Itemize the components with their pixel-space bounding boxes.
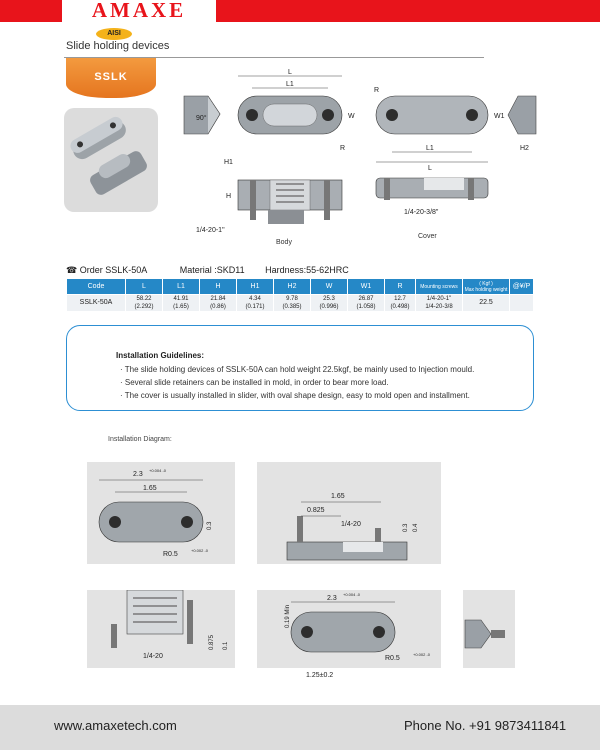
cover-label: Cover (418, 233, 437, 240)
svg-text:1.65: 1.65 (331, 493, 345, 500)
guideline-3: · The cover is usually installed in slider, with oval shape design, easy to mold open and installment. (120, 391, 470, 400)
dim-H-label: H (226, 193, 232, 200)
cell-price (510, 295, 534, 312)
guideline-1: · The slide holding devices of SSLK-50A can hold weight 22.5kgf, be mainly used to Injection mould. (120, 365, 475, 374)
diagram-1 (87, 462, 235, 564)
phone-number: Phone No. +91 9873411841 (404, 718, 567, 733)
th-screws: Mounting screws (416, 279, 463, 295)
svg-text:1/4-20: 1/4-20 (341, 521, 361, 528)
svg-text:0.1: 0.1 (223, 641, 229, 650)
diagram-3-panel (87, 590, 235, 668)
th-H2: H2 (274, 279, 311, 295)
guidelines-title: Installation Guidelines: (116, 351, 205, 360)
th-W: W (311, 279, 348, 295)
cell-screws: 1/4-20-1" 1/4-20-3/8 (416, 295, 463, 312)
svg-text:0.3: 0.3 (403, 523, 409, 532)
guideline-2: · Several slide retainers can be installed in mold, in order to bear more load. (120, 378, 389, 387)
diagram-5-panel (463, 590, 515, 668)
order-line (66, 265, 349, 276)
cell-L1: 41.91 (1.65) (163, 295, 200, 312)
th-weight: ( Kgf ) Max holding weight (463, 279, 510, 295)
svg-text:2.3: 2.3 (327, 595, 337, 602)
diagram-2 (257, 462, 441, 564)
page-subtitle: Slide holding devices (66, 40, 170, 52)
th-H: H (200, 279, 237, 295)
diagram-2-panel (257, 462, 441, 564)
diagram-4-dim: 1.25±0.2 (306, 672, 334, 679)
dim-H1-label: H1 (224, 159, 233, 166)
thread-cover-label: 1/4-20-3/8" (404, 209, 439, 216)
body-label: Body (276, 239, 292, 246)
hardness-text: Hardness:55-62HRC (265, 265, 349, 275)
cell-H: 21.84 (0.86) (200, 295, 237, 312)
th-code: Code (67, 279, 126, 295)
dim-W-label: W (348, 113, 355, 120)
svg-text:R0.5: R0.5 (385, 655, 400, 662)
diagram-4 (257, 590, 441, 668)
phone-icon: ☎ (66, 265, 78, 275)
cell-weight: 22.5 (463, 295, 510, 312)
aisi-badge: AISI (96, 28, 132, 40)
v-block-right (508, 96, 536, 134)
spec-table (66, 278, 534, 312)
svg-text:2.3: 2.3 (133, 471, 143, 478)
cell-code: SSLK-50A (67, 295, 126, 312)
cell-R: 12.7 (0.498) (385, 295, 416, 312)
diagram-1-panel (87, 462, 235, 564)
dim-L-cover-label: L (428, 165, 432, 172)
diagram-4-panel (257, 590, 441, 668)
slide-holder-image (64, 108, 158, 212)
table-header-row (67, 279, 534, 295)
cell-L: 58.22 (2.292) (126, 295, 163, 312)
technical-drawings (168, 66, 548, 250)
material-text: Material :SKD11 (179, 265, 245, 275)
cell-W: 25.3 (0.996) (311, 295, 348, 312)
svg-text:+0.002 -0: +0.002 -0 (191, 548, 209, 553)
svg-text:0.825: 0.825 (307, 507, 325, 514)
svg-text:0.3: 0.3 (207, 521, 213, 530)
th-L1: L1 (163, 279, 200, 295)
svg-text:R0.5: R0.5 (163, 551, 178, 558)
svg-text:1/4-20: 1/4-20 (143, 653, 163, 660)
dim-W1-label: W1 (494, 113, 505, 120)
diagram-3 (87, 590, 235, 668)
th-L: L (126, 279, 163, 295)
brand-logo: AMAXE (91, 0, 187, 22)
svg-text:0.875: 0.875 (209, 634, 215, 650)
dim-L1-cover-label: L1 (426, 145, 434, 152)
website-link[interactable]: www.amaxetech.com (54, 718, 177, 733)
svg-text:+0.004 -0: +0.004 -0 (343, 592, 361, 597)
svg-text:0.19 Min: 0.19 Min (285, 604, 291, 628)
product-tab: SSLK (66, 58, 156, 98)
th-price: @¥/P (510, 279, 534, 295)
dim-R-cover-label: R (374, 87, 380, 94)
svg-text:+0.004 -0: +0.004 -0 (149, 468, 167, 473)
table-row (67, 295, 534, 312)
th-R: R (385, 279, 416, 295)
th-H1: H1 (237, 279, 274, 295)
svg-text:+0.002 -0: +0.002 -0 (413, 652, 431, 657)
dim-L-label: L (288, 69, 292, 76)
dim-R-label: R (340, 145, 346, 152)
diagram-5 (463, 590, 515, 668)
dim-H2-label: H2 (520, 145, 529, 152)
svg-text:1.65: 1.65 (143, 485, 157, 492)
installation-diagram-label: Installation Diagram: (108, 436, 172, 443)
order-code: Order SSLK-50A (79, 265, 148, 275)
cell-H1: 4.34 (0.171) (237, 295, 274, 312)
th-W1: W1 (348, 279, 385, 295)
cell-H2: 9.78 (0.385) (274, 295, 311, 312)
svg-text:0.4: 0.4 (413, 523, 419, 532)
dim-L1-label: L1 (286, 81, 294, 88)
product-photo (64, 108, 158, 212)
angle-left-label: 90° (196, 115, 207, 122)
thread-body-label: 1/4-20-1" (196, 227, 225, 234)
cell-W1: 26.87 (1.058) (348, 295, 385, 312)
